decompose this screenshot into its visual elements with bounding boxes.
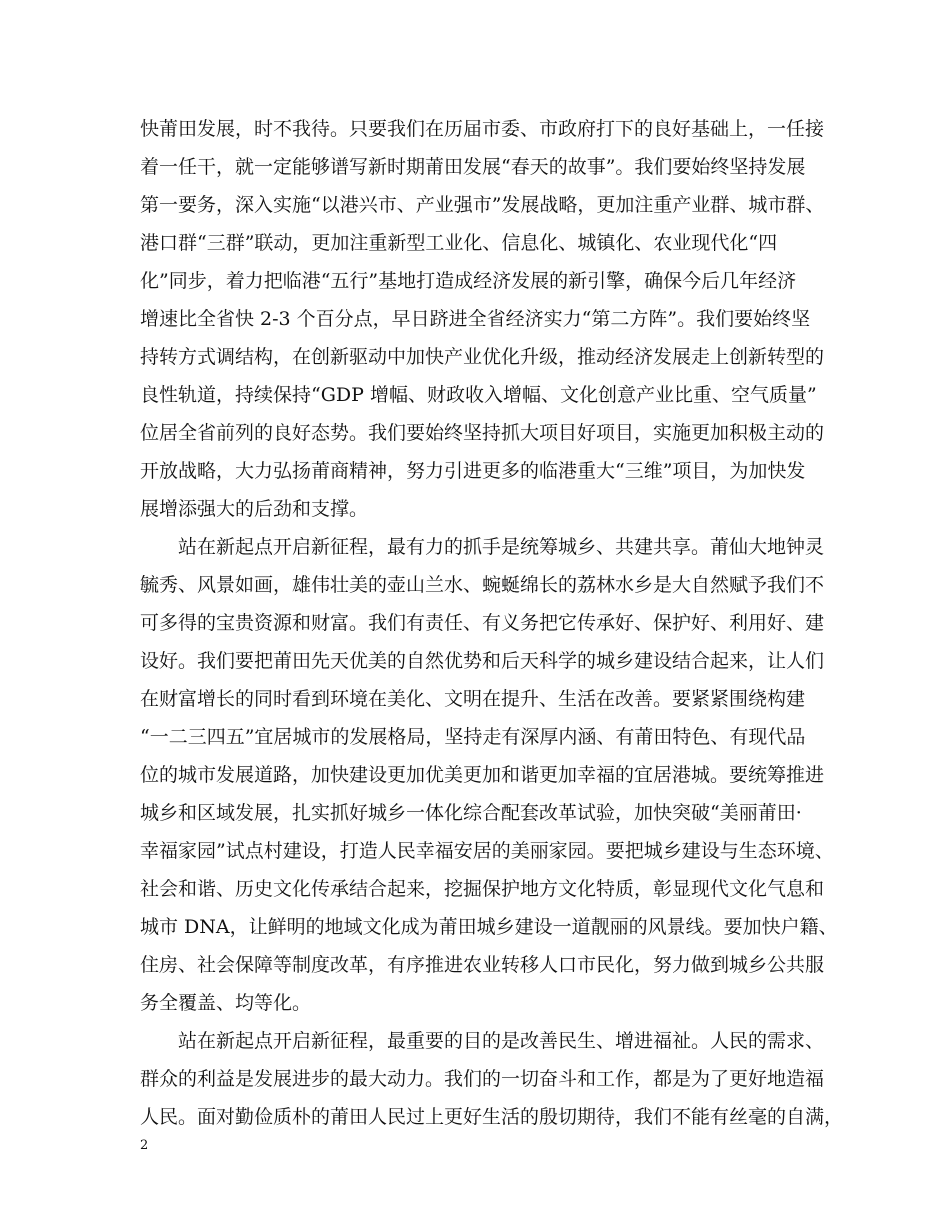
- body-text-line: “一二三四五”宜居城市的发展格局，坚持走有深厚内涵、有莆田特色、有现代品: [140, 726, 806, 748]
- body-text-line: 着一任干，就一定能够谱写新时期莆田发展“春天的故事”。我们要始终坚持发展: [140, 156, 806, 178]
- body-text-line: 务全覆盖、均等化。: [140, 992, 312, 1014]
- body-text-line: 幸福家园”试点村建设，打造人民幸福安居的美丽家园。要把城乡建设与生态环境、: [140, 840, 834, 862]
- body-text-line: 住房、社会保障等制度改革，有序推进农业转移人口市民化，努力做到城乡公共服: [140, 954, 825, 976]
- body-text-line: 群众的利益是发展进步的最大动力。我们的一切奋斗和工作，都是为了更好地造福: [140, 1068, 825, 1090]
- body-text-line: 社会和谐、历史文化传承结合起来，挖掘保护地方文化特质，彰显现代文化气息和: [140, 878, 825, 900]
- body-text-line: 城市 DNA，让鲜明的地域文化成为莆田城乡建设一道靓丽的风景线。要加快户籍、: [140, 916, 838, 938]
- body-text-line: 设好。我们要把莆田先天优美的自然优势和后天科学的城乡建设结合起来，让人们: [140, 650, 825, 672]
- body-text-line: 开放战略，大力弘扬莆商精神，努力引进更多的临港重大“三维”项目，为加快发: [140, 460, 806, 482]
- page-number: 2: [140, 1138, 149, 1153]
- body-text-line: 位居全省前列的良好态势。我们要始终坚持抓大项目好项目，实施更加积极主动的: [140, 422, 825, 444]
- body-text-line: 可多得的宝贵资源和财富。我们有责任、有义务把它传承好、保护好、利用好、建: [140, 612, 825, 634]
- body-text-line: 第一要务，深入实施“以港兴市、产业强市”发展战略，更加注重产业群、城市群、: [140, 194, 825, 216]
- body-text-line: 毓秀、风景如画，雄伟壮美的壶山兰水、蜿蜒绵长的荔林水乡是大自然赋予我们不: [140, 574, 825, 596]
- body-text-line: 在财富增长的同时看到环境在美化、文明在提升、生活在改善。要紧紧围绕构建: [140, 688, 806, 710]
- body-text-line: 快莆田发展，时不我待。只要我们在历届市委、市政府打下的良好基础上，一任接: [140, 118, 825, 140]
- body-text-line: 化”同步，着力把临港“五行”基地打造成经济发展的新引擎，确保今后几年经济: [140, 270, 797, 292]
- paragraph-first-line: 站在新起点开启新征程，最重要的目的是改善民生、增进福祉。人民的需求、: [178, 1030, 825, 1052]
- body-text-line: 港口群“三群”联动，更加注重新型工业化、信息化、城镇化、农业现代化“四: [140, 232, 778, 254]
- body-text-line: 展增添强大的后劲和支撑。: [140, 498, 369, 520]
- body-text-line: 持转方式调结构，在创新驱动中加快产业优化升级，推动经济发展走上创新转型的: [140, 346, 825, 368]
- body-text-line: 位的城市发展道路，加快建设更加优美更加和谐更加幸福的宜居港城。要统筹推进: [140, 764, 825, 786]
- body-text-line: 城乡和区域发展，扎实抓好城乡一体化综合配套改革试验，加快突破“美丽莆田·: [140, 802, 802, 824]
- paragraph-first-line: 站在新起点开启新征程，最有力的抓手是统筹城乡、共建共享。莆仙大地钟灵: [178, 536, 825, 558]
- body-text-line: 良性轨道，持续保持“GDP 增幅、财政收入增幅、文化创意产业比重、空气质量”: [140, 384, 817, 406]
- body-text-line: 增速比全省快 2-3 个百分点，早日跻进全省经济实力“第二方阵”。我们要始终坚: [140, 308, 811, 330]
- body-text-line: 人民。面对勤俭质朴的莆田人民过上更好生活的殷切期待，我们不能有丝毫的自满，: [140, 1106, 844, 1128]
